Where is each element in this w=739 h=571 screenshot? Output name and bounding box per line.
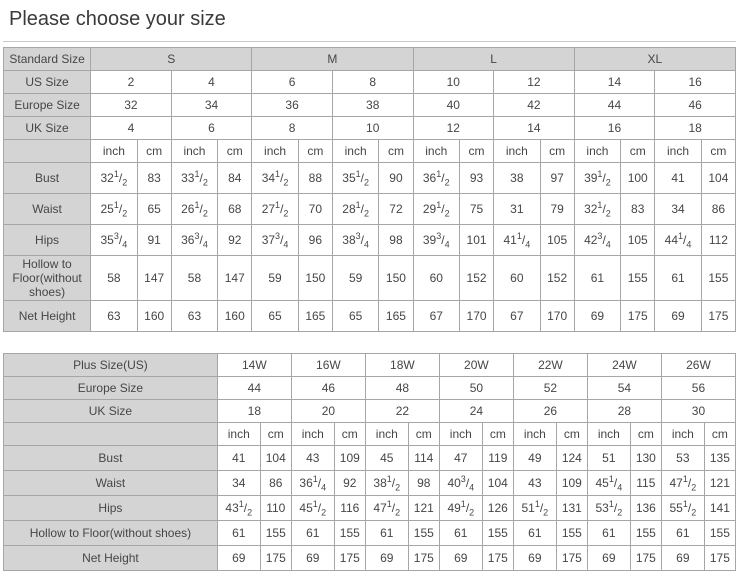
table-cell: inch	[494, 140, 540, 163]
table-cell: 69	[655, 301, 701, 332]
table-cell: 119	[482, 446, 513, 471]
table-cell: 110	[260, 496, 291, 521]
table-cell: 26	[513, 400, 587, 423]
table-cell: $38^3/_4$	[332, 225, 378, 256]
table-cell: 175	[334, 546, 365, 571]
table-cell: 92	[334, 471, 365, 496]
title-divider	[3, 41, 736, 42]
table-cell: 72	[379, 194, 413, 225]
table-cell: 65	[332, 301, 378, 332]
table-cell: 104	[260, 446, 291, 471]
table-cell: 116	[334, 496, 365, 521]
table-cell: 41	[217, 446, 260, 471]
table-cell: 126	[482, 496, 513, 521]
table-cell: 4	[91, 117, 172, 140]
table-cell: 84	[218, 163, 252, 194]
table-cell: $37^3/_4$	[252, 225, 298, 256]
table-cell: 170	[540, 301, 574, 332]
table-cell: 60	[494, 256, 540, 301]
table-cell: 16W	[291, 354, 365, 377]
table-cell: 31	[494, 194, 540, 225]
table-cell: 109	[556, 471, 587, 496]
row-label: UK Size	[4, 400, 218, 423]
table-cell: inch	[439, 423, 482, 446]
table-cell: 93	[459, 163, 493, 194]
table-cell: 97	[540, 163, 574, 194]
table-cell: 42	[494, 94, 575, 117]
table-row	[4, 546, 736, 571]
table-cell: 69	[587, 546, 630, 571]
table-cell: 75	[459, 194, 493, 225]
table-cell: 69	[291, 546, 334, 571]
table-cell: $35^3/_4$	[91, 225, 137, 256]
table-cell: S	[91, 48, 252, 71]
table-cell: $55^1/_2$	[661, 496, 704, 521]
table-cell: inch	[332, 140, 378, 163]
table-cell: 6	[252, 71, 333, 94]
table-cell: 175	[621, 301, 655, 332]
table-cell: $33^1/_2$	[171, 163, 217, 194]
table-cell: 121	[704, 471, 735, 496]
table-cell: $29^1/_2$	[413, 194, 459, 225]
row-label: Hips	[4, 225, 91, 256]
table-cell: 79	[540, 194, 574, 225]
table-cell: $32^1/_2$	[574, 194, 620, 225]
table-row	[4, 94, 736, 117]
table-row	[4, 163, 736, 194]
table-cell: inch	[91, 140, 137, 163]
table-cell: 16	[574, 117, 655, 140]
table-cell: inch	[655, 140, 701, 163]
table-cell: 38	[494, 163, 540, 194]
table-cell: 41	[655, 163, 701, 194]
table-cell: 43	[291, 446, 334, 471]
table-cell: cm	[408, 423, 439, 446]
table-cell: 63	[91, 301, 137, 332]
table-cell: 69	[661, 546, 704, 571]
table-cell: 8	[252, 117, 333, 140]
table-cell: 24W	[587, 354, 661, 377]
table-cell: 14	[494, 117, 575, 140]
table-cell: cm	[334, 423, 365, 446]
table-cell: 136	[630, 496, 661, 521]
table-cell: 61	[291, 521, 334, 546]
table-cell: 47	[439, 446, 482, 471]
table-cell: 155	[260, 521, 291, 546]
table-cell: 101	[459, 225, 493, 256]
table-cell: 155	[334, 521, 365, 546]
table-cell: 91	[137, 225, 171, 256]
table-cell: 44	[217, 377, 291, 400]
table-cell: 155	[556, 521, 587, 546]
plus-size-table	[3, 353, 736, 571]
table-cell: $40^3/_4$	[439, 471, 482, 496]
table-cell: 170	[459, 301, 493, 332]
table-cell: 52	[513, 377, 587, 400]
table-cell: $51^1/_2$	[513, 496, 556, 521]
table-row	[4, 194, 736, 225]
table-cell: 53	[661, 446, 704, 471]
table-cell: 46	[291, 377, 365, 400]
table-cell: inch	[413, 140, 459, 163]
table-cell: 175	[408, 546, 439, 571]
table-cell: 86	[260, 471, 291, 496]
table-cell: 115	[630, 471, 661, 496]
table-cell: cm	[379, 140, 413, 163]
table-cell: 105	[621, 225, 655, 256]
table-row	[4, 400, 736, 423]
table-cell: cm	[621, 140, 655, 163]
table-cell: 22	[365, 400, 439, 423]
table-cell: 58	[91, 256, 137, 301]
table-cell: $36^1/_4$	[291, 471, 334, 496]
table-cell: 83	[621, 194, 655, 225]
table-cell: inch	[291, 423, 334, 446]
table-cell: 121	[408, 496, 439, 521]
table-cell: M	[252, 48, 413, 71]
table-cell: 10	[413, 71, 494, 94]
table-cell: $53^1/_2$	[587, 496, 630, 521]
row-label: Hips	[4, 496, 218, 521]
table-cell: inch	[217, 423, 260, 446]
table-cell: 175	[482, 546, 513, 571]
table-cell: 86	[701, 194, 735, 225]
table-cell: 30	[661, 400, 735, 423]
table-cell: 88	[298, 163, 332, 194]
table-cell: 69	[439, 546, 482, 571]
table-cell: 98	[379, 225, 413, 256]
table-cell: cm	[459, 140, 493, 163]
table-cell: 175	[260, 546, 291, 571]
table-cell: 69	[217, 546, 260, 571]
row-label: Net Height	[4, 301, 91, 332]
table-cell: 135	[704, 446, 735, 471]
table-cell: 160	[218, 301, 252, 332]
table-cell: 40	[413, 94, 494, 117]
row-label: Net Height	[4, 546, 218, 571]
table-cell: 141	[704, 496, 735, 521]
table-cell: 160	[137, 301, 171, 332]
table-row	[4, 225, 736, 256]
table-row	[4, 48, 736, 71]
table-cell: 46	[655, 94, 736, 117]
table-cell: 59	[332, 256, 378, 301]
table-cell: 54	[587, 377, 661, 400]
table-cell: 65	[137, 194, 171, 225]
table-cell: cm	[482, 423, 513, 446]
row-label: Europe Size	[4, 377, 218, 400]
table-cell: $27^1/_2$	[252, 194, 298, 225]
table-cell: 67	[413, 301, 459, 332]
table-cell: $36^1/_2$	[413, 163, 459, 194]
table-cell: 165	[379, 301, 413, 332]
table-row	[4, 71, 736, 94]
table-cell: 147	[137, 256, 171, 301]
table-cell: $39^3/_4$	[413, 225, 459, 256]
table-cell: 61	[365, 521, 408, 546]
table-cell: cm	[540, 140, 574, 163]
row-label: Hollow to Floor(without shoes)	[4, 521, 218, 546]
table-cell: 18	[655, 117, 736, 140]
table-cell: cm	[260, 423, 291, 446]
table-row	[4, 301, 736, 332]
table-cell: L	[413, 48, 574, 71]
table-cell: $28^1/_2$	[332, 194, 378, 225]
table-cell: $42^3/_4$	[574, 225, 620, 256]
table-cell: inch	[574, 140, 620, 163]
table-cell: inch	[661, 423, 704, 446]
table-cell: $45^1/_4$	[587, 471, 630, 496]
table-cell: 10	[332, 117, 413, 140]
page	[0, 8, 739, 571]
table-cell: cm	[218, 140, 252, 163]
table-cell: cm	[701, 140, 735, 163]
table-cell: 124	[556, 446, 587, 471]
row-label: Hollow to Floor(without shoes)	[4, 256, 91, 301]
table-cell: 155	[408, 521, 439, 546]
table-cell: cm	[630, 423, 661, 446]
row-label: Waist	[4, 471, 218, 496]
table-cell: 18W	[365, 354, 439, 377]
table-cell: cm	[298, 140, 332, 163]
table-cell: 61	[655, 256, 701, 301]
table-cell: 155	[621, 256, 655, 301]
table-cell: $47^1/_2$	[365, 496, 408, 521]
table-cell: 60	[413, 256, 459, 301]
table-cell: 165	[298, 301, 332, 332]
table-cell: 34	[217, 471, 260, 496]
table-cell: 69	[365, 546, 408, 571]
table-row	[4, 496, 736, 521]
table-cell: $44^1/_4$	[655, 225, 701, 256]
table-cell: 155	[482, 521, 513, 546]
standard-size-table	[3, 47, 736, 332]
table-cell: 61	[574, 256, 620, 301]
table-cell: 24	[439, 400, 513, 423]
table-row	[4, 354, 736, 377]
table-cell: 155	[701, 256, 735, 301]
table-cell: 105	[540, 225, 574, 256]
table-cell: 4	[171, 71, 252, 94]
table-cell: 6	[171, 117, 252, 140]
table-cell: 100	[621, 163, 655, 194]
table-cell: 61	[217, 521, 260, 546]
table-cell: 56	[661, 377, 735, 400]
table-cell: 14W	[217, 354, 291, 377]
table-cell: $26^1/_2$	[171, 194, 217, 225]
table-cell: 2	[91, 71, 172, 94]
table-cell: 59	[252, 256, 298, 301]
table-cell: 43	[513, 471, 556, 496]
table-cell: 130	[630, 446, 661, 471]
table-cell: 61	[439, 521, 482, 546]
table-cell: 69	[513, 546, 556, 571]
table-cell: 175	[630, 546, 661, 571]
table-cell: $38^1/_2$	[365, 471, 408, 496]
table-cell: 131	[556, 496, 587, 521]
row-label: Plus Size(US)	[4, 354, 218, 377]
table-row	[4, 471, 736, 496]
table-cell: $41^1/_4$	[494, 225, 540, 256]
table-cell: 16	[655, 71, 736, 94]
table-cell: 114	[408, 446, 439, 471]
table-cell: 44	[574, 94, 655, 117]
row-label: Bust	[4, 163, 91, 194]
table-cell: 152	[540, 256, 574, 301]
row-label: Standard Size	[4, 48, 91, 71]
table-cell: 96	[298, 225, 332, 256]
table-cell: 20W	[439, 354, 513, 377]
table-cell: 98	[408, 471, 439, 496]
table-cell: inch	[171, 140, 217, 163]
table-cell: 175	[704, 546, 735, 571]
table-cell: 51	[587, 446, 630, 471]
table-cell: 90	[379, 163, 413, 194]
table-cell: 61	[587, 521, 630, 546]
table-cell: 38	[332, 94, 413, 117]
page-title: Please choose your size	[9, 8, 226, 30]
table-row	[4, 521, 736, 546]
table-cell: 68	[218, 194, 252, 225]
table-cell: 12	[494, 71, 575, 94]
table-cell: XL	[574, 48, 735, 71]
table-cell: 155	[704, 521, 735, 546]
table-cell: 109	[334, 446, 365, 471]
table-cell: inch	[513, 423, 556, 446]
table-cell: 20	[291, 400, 365, 423]
table-cell: 12	[413, 117, 494, 140]
table-cell: 63	[171, 301, 217, 332]
table-cell: 61	[661, 521, 704, 546]
table-cell: 92	[218, 225, 252, 256]
table-cell: 67	[494, 301, 540, 332]
row-label: US Size	[4, 71, 91, 94]
table-cell: 34	[171, 94, 252, 117]
table-row	[4, 256, 736, 301]
table-cell: 83	[137, 163, 171, 194]
table-cell: 22W	[513, 354, 587, 377]
table-cell: 104	[701, 163, 735, 194]
table-cell: cm	[556, 423, 587, 446]
table-cell: $47^1/_2$	[661, 471, 704, 496]
table-cell: inch	[365, 423, 408, 446]
table-cell: $36^3/_4$	[171, 225, 217, 256]
table-cell: 18	[217, 400, 291, 423]
table-cell: 45	[365, 446, 408, 471]
table-cell: $43^1/_2$	[217, 496, 260, 521]
table-row	[4, 117, 736, 140]
table-cell: 147	[218, 256, 252, 301]
row-label: Europe Size	[4, 94, 91, 117]
tables-container	[3, 47, 736, 571]
table-cell: 69	[574, 301, 620, 332]
table-cell: 14	[574, 71, 655, 94]
row-label: Bust	[4, 446, 218, 471]
row-label: UK Size	[4, 117, 91, 140]
table-cell: 49	[513, 446, 556, 471]
table-cell: 112	[701, 225, 735, 256]
table-cell: 26W	[661, 354, 735, 377]
row-label	[4, 423, 218, 446]
table-cell: $35^1/_2$	[332, 163, 378, 194]
table-cell: $34^1/_2$	[252, 163, 298, 194]
table-cell: 150	[298, 256, 332, 301]
table-cell: 28	[587, 400, 661, 423]
table-cell: cm	[137, 140, 171, 163]
table-cell: 65	[252, 301, 298, 332]
table-cell: 155	[630, 521, 661, 546]
table-cell: 58	[171, 256, 217, 301]
table-cell: 36	[252, 94, 333, 117]
table-cell: inch	[587, 423, 630, 446]
table-cell: 32	[91, 94, 172, 117]
table-row	[4, 446, 736, 471]
table-cell: 175	[701, 301, 735, 332]
table-cell: cm	[704, 423, 735, 446]
table-cell: $49^1/_2$	[439, 496, 482, 521]
row-label: Waist	[4, 194, 91, 225]
table-cell: 61	[513, 521, 556, 546]
table-cell: $45^1/_2$	[291, 496, 334, 521]
table-cell: 70	[298, 194, 332, 225]
table-cell: 150	[379, 256, 413, 301]
table-row	[4, 140, 736, 163]
table-cell: 50	[439, 377, 513, 400]
table-cell: $39^1/_2$	[574, 163, 620, 194]
table-cell: 34	[655, 194, 701, 225]
table-row	[4, 423, 736, 446]
table-cell: $25^1/_2$	[91, 194, 137, 225]
table-cell: 8	[332, 71, 413, 94]
table-cell: $32^1/_2$	[91, 163, 137, 194]
table-cell: 152	[459, 256, 493, 301]
row-label	[4, 140, 91, 163]
table-cell: 175	[556, 546, 587, 571]
table-cell: 104	[482, 471, 513, 496]
table-row	[4, 377, 736, 400]
table-cell: 48	[365, 377, 439, 400]
table-cell: inch	[252, 140, 298, 163]
